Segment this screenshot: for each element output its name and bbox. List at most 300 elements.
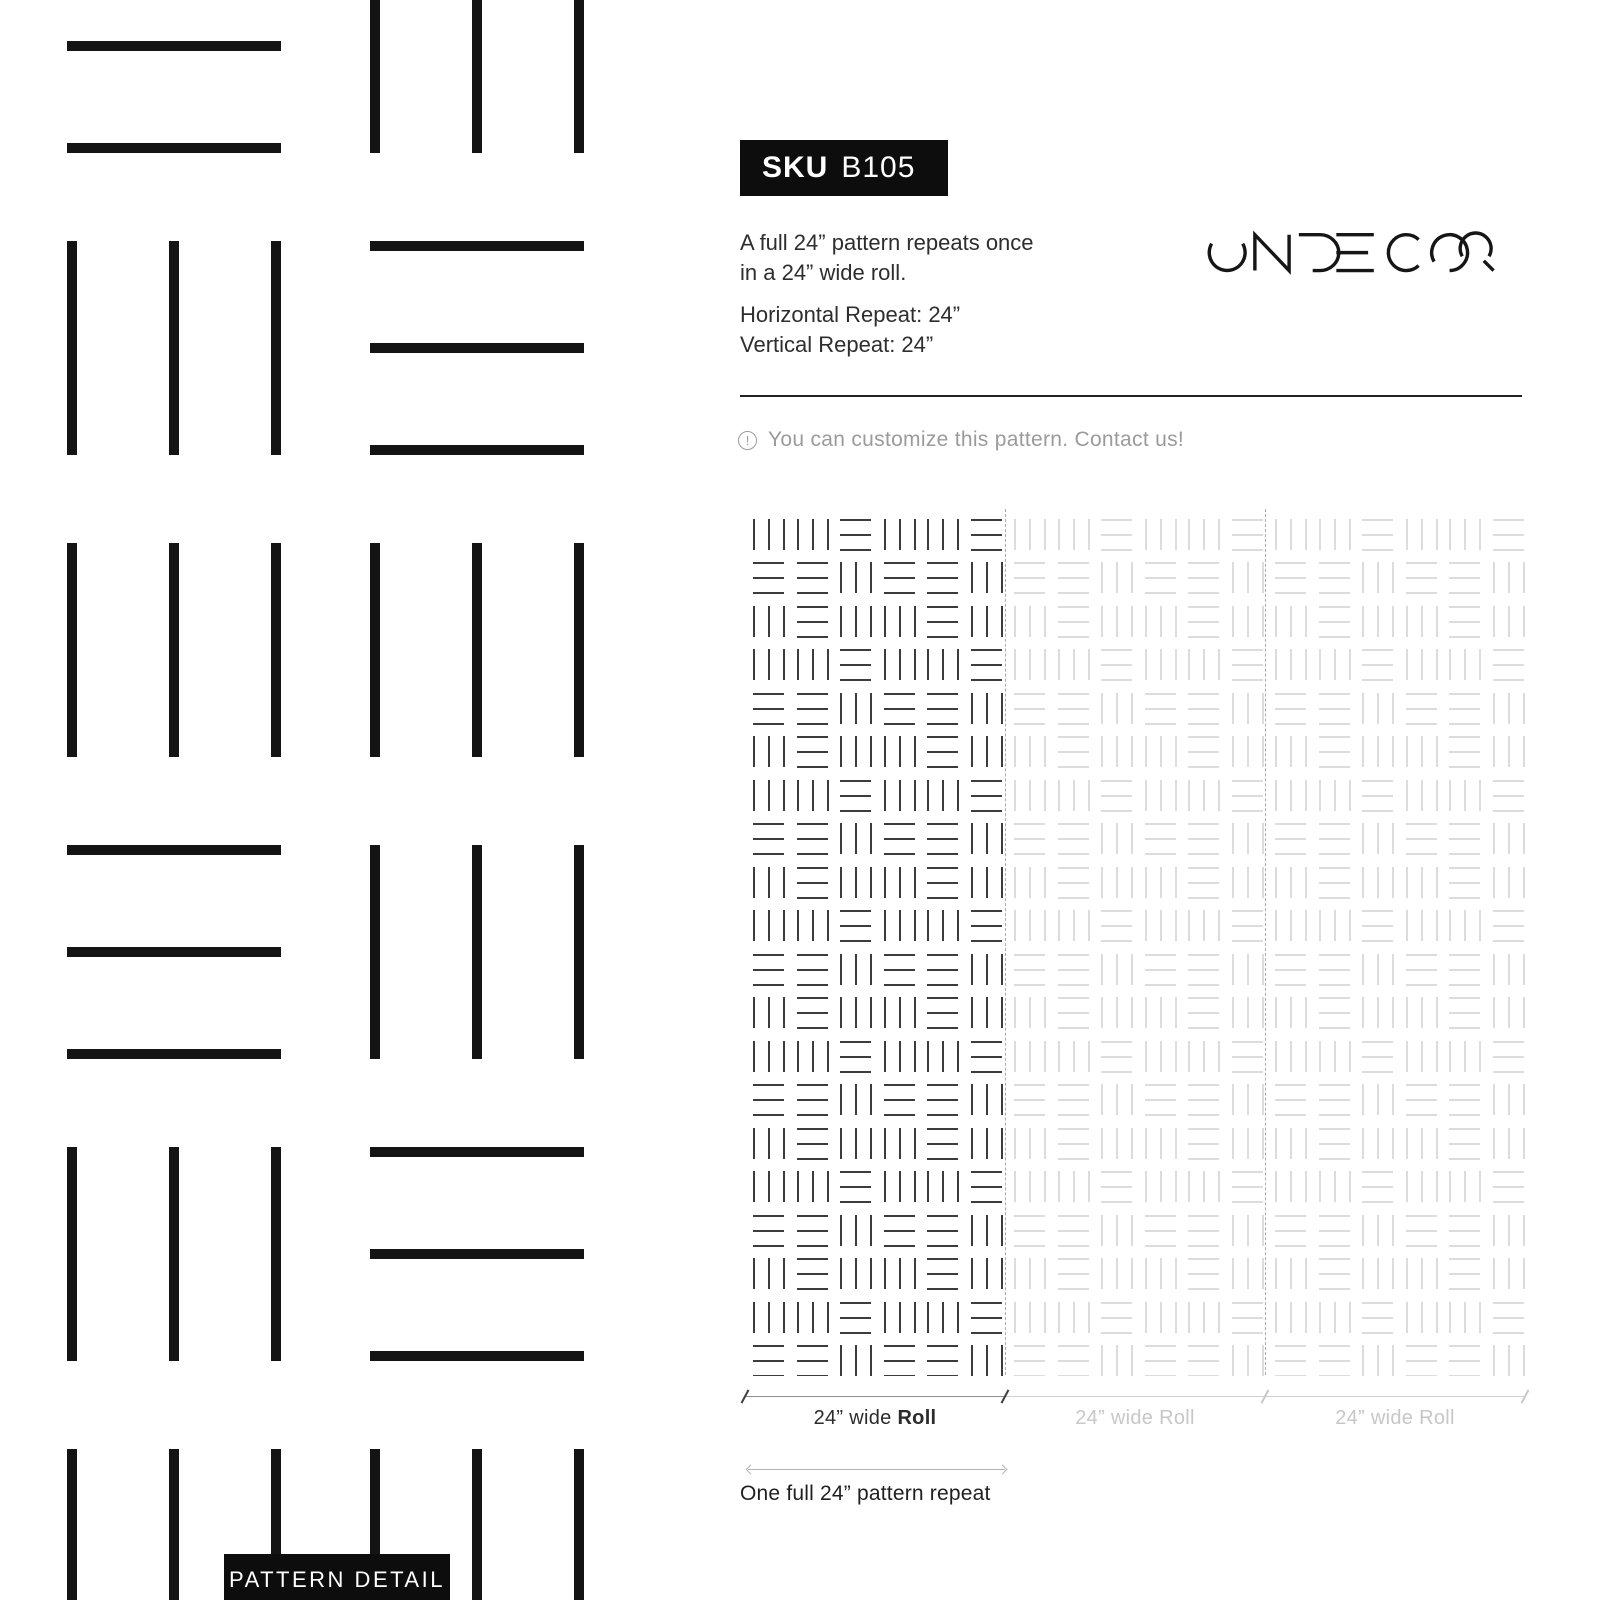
pattern-line-vertical <box>1523 606 1525 637</box>
pattern-line-horizontal <box>797 1143 828 1145</box>
pattern-line-vertical <box>1479 519 1481 550</box>
pattern-line-vertical <box>1131 693 1133 724</box>
pattern-line-vertical <box>870 562 872 593</box>
pattern-line-vertical <box>899 1171 901 1202</box>
pattern-line-vertical <box>1421 519 1423 550</box>
pattern-line-horizontal <box>1493 940 1524 942</box>
pattern-line-vertical <box>1160 780 1162 811</box>
pattern-line-horizontal <box>1232 1056 1263 1058</box>
pattern-line-horizontal <box>1493 649 1524 651</box>
pattern-line-vertical <box>1175 606 1177 637</box>
pattern-line-vertical <box>840 954 842 985</box>
pattern-line-vertical <box>1203 1041 1205 1072</box>
pattern-line-horizontal <box>1058 708 1089 710</box>
pattern-line-vertical <box>1001 1215 1003 1246</box>
pattern-line-horizontal <box>1101 679 1132 681</box>
pattern-line-vertical <box>1392 736 1394 767</box>
pattern-line-vertical <box>1247 562 1249 593</box>
pattern-line-vertical <box>1029 1302 1031 1333</box>
pattern-line-vertical <box>753 910 755 941</box>
pattern-line-horizontal <box>971 519 1002 521</box>
pattern-line-vertical <box>67 1449 77 1600</box>
pattern-line-horizontal <box>1014 693 1045 695</box>
pattern-line-vertical <box>1508 736 1510 767</box>
pattern-line-horizontal <box>1101 534 1132 536</box>
pattern-line-horizontal <box>1493 1041 1524 1043</box>
pattern-line-horizontal <box>1101 519 1132 521</box>
pattern-line-horizontal <box>370 1147 584 1157</box>
pattern-line-vertical <box>1116 867 1118 898</box>
pattern-line-horizontal <box>1319 636 1350 638</box>
pattern-line-vertical <box>1479 1041 1481 1072</box>
pattern-line-vertical <box>1290 519 1292 550</box>
pattern-line-horizontal <box>1449 954 1480 956</box>
pattern-line-vertical <box>783 1041 785 1072</box>
pattern-line-vertical <box>472 543 482 757</box>
pattern-line-vertical <box>1334 649 1336 680</box>
pattern-line-horizontal <box>753 1245 784 1247</box>
pattern-line-horizontal <box>797 1084 828 1086</box>
arrow-right-icon <box>998 1464 1008 1474</box>
pattern-line-horizontal <box>1275 1345 1306 1347</box>
pattern-line-vertical <box>870 954 872 985</box>
pattern-line-vertical <box>1392 693 1394 724</box>
pattern-line-vertical <box>1362 693 1364 724</box>
pattern-line-horizontal <box>840 519 871 521</box>
pattern-line-horizontal <box>1493 925 1524 927</box>
pattern-line-horizontal <box>1145 969 1176 971</box>
pattern-line-horizontal <box>1058 1245 1089 1247</box>
pattern-line-horizontal <box>1449 736 1480 738</box>
pattern-line-horizontal <box>927 997 958 999</box>
pattern-line-vertical <box>1349 1171 1351 1202</box>
pattern-line-vertical <box>1044 910 1046 941</box>
pattern-line-vertical <box>1275 910 1277 941</box>
pattern-line-vertical <box>1275 649 1277 680</box>
pattern-line-horizontal <box>1058 562 1089 564</box>
pattern-line-horizontal <box>1058 1114 1089 1116</box>
pattern-line-vertical <box>942 1171 944 1202</box>
pattern-line-horizontal <box>1362 519 1393 521</box>
pattern-line-vertical <box>1290 997 1292 1028</box>
pattern-line-vertical <box>1247 997 1249 1028</box>
pattern-line-vertical <box>1145 736 1147 767</box>
pattern-line-horizontal <box>753 1099 784 1101</box>
pattern-line-vertical <box>1101 1084 1103 1115</box>
pattern-line-horizontal <box>67 41 281 51</box>
pattern-line-horizontal <box>1275 1084 1306 1086</box>
pattern-line-horizontal <box>1319 1128 1350 1130</box>
pattern-line-vertical <box>1218 1302 1220 1333</box>
pattern-line-horizontal <box>1362 1186 1393 1188</box>
pattern-line-horizontal <box>1449 1245 1480 1247</box>
pattern-line-horizontal <box>1275 1099 1306 1101</box>
pattern-line-vertical <box>1421 997 1423 1028</box>
pattern-line-vertical <box>971 1258 973 1289</box>
pattern-line-horizontal <box>971 1317 1002 1319</box>
pattern-line-vertical <box>870 867 872 898</box>
pattern-line-vertical <box>1362 1345 1364 1376</box>
pattern-line-vertical <box>472 845 482 1059</box>
pattern-line-horizontal <box>884 592 915 594</box>
pattern-line-vertical <box>927 519 929 550</box>
pattern-line-vertical <box>1493 954 1495 985</box>
pattern-line-horizontal <box>1232 1041 1263 1043</box>
pattern-line-vertical <box>1247 1258 1249 1289</box>
pattern-line-vertical <box>1523 823 1525 854</box>
pattern-line-vertical <box>1305 606 1307 637</box>
pattern-line-vertical <box>1449 519 1451 550</box>
pattern-line-horizontal <box>1058 1143 1089 1145</box>
pattern-line-vertical <box>797 780 799 811</box>
pattern-line-horizontal <box>797 1215 828 1217</box>
pattern-line-horizontal <box>1014 562 1045 564</box>
roll-preview-canvas <box>745 507 1526 1376</box>
pattern-line-vertical <box>1275 606 1277 637</box>
pattern-line-vertical <box>840 1345 842 1376</box>
pattern-line-horizontal <box>884 984 915 986</box>
pattern-line-horizontal <box>1014 1360 1045 1362</box>
pattern-line-vertical <box>1464 1171 1466 1202</box>
pattern-line-vertical <box>783 997 785 1028</box>
pattern-line-vertical <box>1101 1128 1103 1159</box>
pattern-line-horizontal <box>1449 882 1480 884</box>
pattern-line-vertical <box>1406 736 1408 767</box>
pattern-line-vertical <box>942 1041 944 1072</box>
pattern-line-vertical <box>1436 780 1438 811</box>
pattern-line-vertical <box>1406 910 1408 941</box>
pattern-line-horizontal <box>1319 882 1350 884</box>
pattern-line-vertical <box>1175 910 1177 941</box>
pattern-line-horizontal <box>1449 636 1480 638</box>
pattern-line-horizontal <box>797 577 828 579</box>
pattern-line-vertical <box>884 519 886 550</box>
pattern-line-vertical <box>1275 1171 1277 1202</box>
pattern-line-horizontal <box>927 838 958 840</box>
pattern-line-horizontal <box>1449 823 1480 825</box>
pattern-line-horizontal <box>753 823 784 825</box>
pattern-line-vertical <box>870 1215 872 1246</box>
pattern-line-vertical <box>1101 1345 1103 1376</box>
pattern-line-vertical <box>1029 1171 1031 1202</box>
pattern-line-vertical <box>1406 867 1408 898</box>
pattern-line-vertical <box>1001 1084 1003 1115</box>
pattern-line-horizontal <box>1058 954 1089 956</box>
pattern-line-vertical <box>1001 562 1003 593</box>
pattern-line-horizontal <box>1188 838 1219 840</box>
pattern-line-vertical <box>1145 1171 1147 1202</box>
pattern-line-vertical <box>914 1128 916 1159</box>
pattern-line-vertical <box>1436 1041 1438 1072</box>
pattern-line-vertical <box>1160 649 1162 680</box>
pattern-line-horizontal <box>1449 1215 1480 1217</box>
pattern-line-horizontal <box>797 1027 828 1029</box>
pattern-line-horizontal <box>1058 606 1089 608</box>
pattern-line-horizontal <box>1319 1375 1350 1376</box>
pattern-line-horizontal <box>1101 1071 1132 1073</box>
repeat-measure-line <box>748 1469 1005 1470</box>
pattern-line-horizontal <box>1319 592 1350 594</box>
pattern-line-horizontal <box>797 1288 828 1290</box>
pattern-line-vertical <box>1131 997 1133 1028</box>
pattern-line-horizontal <box>1014 592 1045 594</box>
pattern-line-horizontal <box>840 1201 871 1203</box>
pattern-line-vertical <box>1392 1084 1394 1115</box>
pattern-line-vertical <box>753 867 755 898</box>
pattern-line-vertical <box>1523 1128 1525 1159</box>
pattern-line-vertical <box>1116 1128 1118 1159</box>
pattern-line-horizontal <box>927 1273 958 1275</box>
pattern-line-vertical <box>884 997 886 1028</box>
pattern-line-vertical <box>840 1258 842 1289</box>
pattern-line-horizontal <box>1449 1230 1480 1232</box>
pattern-line-horizontal <box>840 780 871 782</box>
pattern-line-vertical <box>1116 1345 1118 1376</box>
pattern-line-vertical <box>783 736 785 767</box>
pattern-line-vertical <box>1160 910 1162 941</box>
pattern-line-horizontal <box>1188 766 1219 768</box>
pattern-line-vertical <box>884 910 886 941</box>
pattern-line-horizontal <box>1188 751 1219 753</box>
pattern-line-horizontal <box>1449 766 1480 768</box>
pattern-line-horizontal <box>927 1230 958 1232</box>
roll1-measure-line <box>745 1396 1005 1397</box>
pattern-line-vertical <box>1523 997 1525 1028</box>
pattern-line-vertical <box>1362 954 1364 985</box>
pattern-line-vertical <box>899 736 901 767</box>
pattern-line-horizontal <box>1232 549 1263 551</box>
pattern-line-vertical <box>986 1128 988 1159</box>
pattern-line-horizontal <box>927 1245 958 1247</box>
pattern-line-horizontal <box>1275 853 1306 855</box>
pattern-line-vertical <box>971 736 973 767</box>
pattern-line-vertical <box>1290 1258 1292 1289</box>
pattern-line-horizontal <box>1275 562 1306 564</box>
pattern-line-vertical <box>1073 519 1075 550</box>
pattern-line-horizontal <box>927 693 958 695</box>
pattern-line-horizontal <box>1362 925 1393 927</box>
pattern-line-horizontal <box>797 592 828 594</box>
pattern-line-vertical <box>986 1084 988 1115</box>
pattern-line-vertical <box>884 1171 886 1202</box>
pattern-line-horizontal <box>1145 954 1176 956</box>
pattern-line-horizontal <box>1449 969 1480 971</box>
pattern-line-horizontal <box>884 1114 915 1116</box>
pattern-line-vertical <box>971 954 973 985</box>
pattern-line-horizontal <box>927 562 958 564</box>
pattern-line-horizontal <box>797 954 828 956</box>
pattern-line-vertical <box>1232 693 1234 724</box>
pattern-line-vertical <box>1305 1171 1307 1202</box>
pattern-line-vertical <box>1523 1215 1525 1246</box>
pattern-line-horizontal <box>1449 838 1480 840</box>
pattern-line-vertical <box>870 606 872 637</box>
pattern-line-horizontal <box>1232 795 1263 797</box>
pattern-line-vertical <box>1001 1128 1003 1159</box>
pattern-line-vertical <box>1406 1041 1408 1072</box>
pattern-line-vertical <box>914 606 916 637</box>
pattern-line-vertical <box>986 1215 988 1246</box>
pattern-line-vertical <box>1421 1171 1423 1202</box>
pattern-line-vertical <box>1101 954 1103 985</box>
pattern-line-vertical <box>827 1171 829 1202</box>
pattern-line-horizontal <box>370 241 584 251</box>
pattern-line-vertical <box>1088 519 1090 550</box>
pattern-line-vertical <box>1262 997 1264 1028</box>
pattern-line-horizontal <box>1232 940 1263 942</box>
pattern-line-horizontal <box>797 823 828 825</box>
pattern-line-vertical <box>783 867 785 898</box>
pattern-line-horizontal <box>1449 867 1480 869</box>
pattern-line-vertical <box>914 780 916 811</box>
pattern-line-vertical <box>1101 736 1103 767</box>
pattern-line-vertical <box>1160 1041 1162 1072</box>
pattern-line-horizontal <box>927 723 958 725</box>
pattern-line-vertical <box>1116 1215 1118 1246</box>
pattern-line-horizontal <box>1319 838 1350 840</box>
pattern-line-vertical <box>1073 1302 1075 1333</box>
pattern-line-vertical <box>1044 1041 1046 1072</box>
pattern-line-vertical <box>1275 997 1277 1028</box>
pattern-line-vertical <box>942 780 944 811</box>
pattern-line-vertical <box>1101 1215 1103 1246</box>
pattern-line-vertical <box>67 241 77 455</box>
pattern-line-horizontal <box>971 1302 1002 1304</box>
pattern-line-vertical <box>957 910 959 941</box>
pattern-line-vertical <box>914 1171 916 1202</box>
pattern-line-vertical <box>169 241 179 455</box>
pattern-line-horizontal <box>1188 577 1219 579</box>
pattern-line-horizontal <box>1406 577 1437 579</box>
pattern-line-vertical <box>1493 562 1495 593</box>
roll-label-1 <box>745 1407 1005 1430</box>
pattern-line-vertical <box>753 1258 755 1289</box>
pattern-line-horizontal <box>1493 810 1524 812</box>
pattern-line-vertical <box>1101 693 1103 724</box>
pattern-line-vertical <box>271 241 281 455</box>
pattern-line-vertical <box>971 562 973 593</box>
pattern-line-vertical <box>1392 823 1394 854</box>
sku-label: SKU <box>762 151 829 184</box>
pattern-line-vertical <box>1493 1258 1495 1289</box>
pattern-line-vertical <box>1305 867 1307 898</box>
pattern-line-horizontal <box>1362 810 1393 812</box>
pattern-detail-label-text: PATTERN DETAIL <box>229 1567 445 1592</box>
pattern-line-horizontal <box>1319 1360 1350 1362</box>
pattern-line-horizontal <box>840 925 871 927</box>
pattern-line-horizontal <box>797 882 828 884</box>
pattern-line-vertical <box>840 562 842 593</box>
pattern-line-vertical <box>942 519 944 550</box>
roll-label-bold: Roll <box>897 1407 937 1429</box>
pattern-line-horizontal <box>927 751 958 753</box>
pattern-line-vertical <box>783 1302 785 1333</box>
pattern-line-vertical <box>1101 823 1103 854</box>
pattern-line-horizontal <box>1232 910 1263 912</box>
pattern-line-vertical <box>768 606 770 637</box>
pattern-line-horizontal <box>1145 577 1176 579</box>
pattern-line-horizontal <box>840 1041 871 1043</box>
pattern-line-vertical <box>1406 1302 1408 1333</box>
pattern-line-vertical <box>986 693 988 724</box>
pattern-line-vertical <box>986 562 988 593</box>
pattern-line-horizontal <box>1188 1128 1219 1130</box>
pattern-line-vertical <box>1131 736 1133 767</box>
pattern-line-vertical <box>1436 1258 1438 1289</box>
pattern-line-vertical <box>855 693 857 724</box>
pattern-line-horizontal <box>1188 1027 1219 1029</box>
pattern-line-horizontal <box>1319 708 1350 710</box>
pattern-line-horizontal <box>1188 984 1219 986</box>
pattern-line-vertical <box>899 1302 901 1333</box>
pattern-line-vertical <box>1362 1215 1364 1246</box>
pattern-line-vertical <box>986 606 988 637</box>
pattern-line-horizontal <box>1232 649 1263 651</box>
pattern-line-horizontal <box>1188 1360 1219 1362</box>
pattern-line-vertical <box>899 606 901 637</box>
pattern-line-horizontal <box>1319 562 1350 564</box>
pattern-line-horizontal <box>1101 664 1132 666</box>
horizontal-repeat: Horizontal Repeat: 24” <box>740 302 961 327</box>
pattern-line-vertical <box>1392 562 1394 593</box>
pattern-line-horizontal <box>927 969 958 971</box>
pattern-line-horizontal <box>1188 592 1219 594</box>
pattern-line-vertical <box>1377 562 1379 593</box>
pattern-line-vertical <box>1406 997 1408 1028</box>
pattern-line-horizontal <box>1058 867 1089 869</box>
pattern-line-vertical <box>1449 649 1451 680</box>
pattern-line-horizontal <box>1493 679 1524 681</box>
pattern-line-vertical <box>1145 1258 1147 1289</box>
pattern-line-horizontal <box>884 838 915 840</box>
pattern-line-vertical <box>899 1128 901 1159</box>
pattern-line-horizontal <box>1188 1084 1219 1086</box>
pattern-line-horizontal <box>1188 997 1219 999</box>
pattern-line-vertical <box>1088 910 1090 941</box>
pattern-line-vertical <box>1218 780 1220 811</box>
pattern-line-vertical <box>812 1171 814 1202</box>
pattern-line-horizontal <box>1145 693 1176 695</box>
pattern-line-vertical <box>1001 606 1003 637</box>
pattern-line-vertical <box>927 910 929 941</box>
pattern-line-vertical <box>1014 867 1016 898</box>
pattern-line-vertical <box>1029 736 1031 767</box>
pattern-line-horizontal <box>1406 838 1437 840</box>
pattern-line-horizontal <box>1319 1215 1350 1217</box>
pattern-line-vertical <box>1014 606 1016 637</box>
pattern-line-horizontal <box>1188 723 1219 725</box>
pattern-line-vertical <box>1275 736 1277 767</box>
pattern-line-vertical <box>1464 649 1466 680</box>
pattern-line-horizontal <box>1319 606 1350 608</box>
pattern-line-vertical <box>1508 1345 1510 1376</box>
pattern-line-horizontal <box>1493 549 1524 551</box>
pattern-line-vertical <box>1290 1041 1292 1072</box>
pattern-line-vertical <box>1421 1041 1423 1072</box>
pattern-line-horizontal <box>971 810 1002 812</box>
pattern-line-horizontal <box>1058 1099 1089 1101</box>
pattern-line-vertical <box>1232 736 1234 767</box>
pattern-line-horizontal <box>753 577 784 579</box>
pattern-line-vertical <box>914 736 916 767</box>
pattern-line-vertical <box>1377 1215 1379 1246</box>
pattern-line-vertical <box>753 997 755 1028</box>
pattern-line-horizontal <box>884 708 915 710</box>
pattern-line-horizontal <box>1275 823 1306 825</box>
pattern-line-horizontal <box>927 1027 958 1029</box>
pattern-line-horizontal <box>884 1230 915 1232</box>
pattern-line-horizontal <box>884 1345 915 1347</box>
